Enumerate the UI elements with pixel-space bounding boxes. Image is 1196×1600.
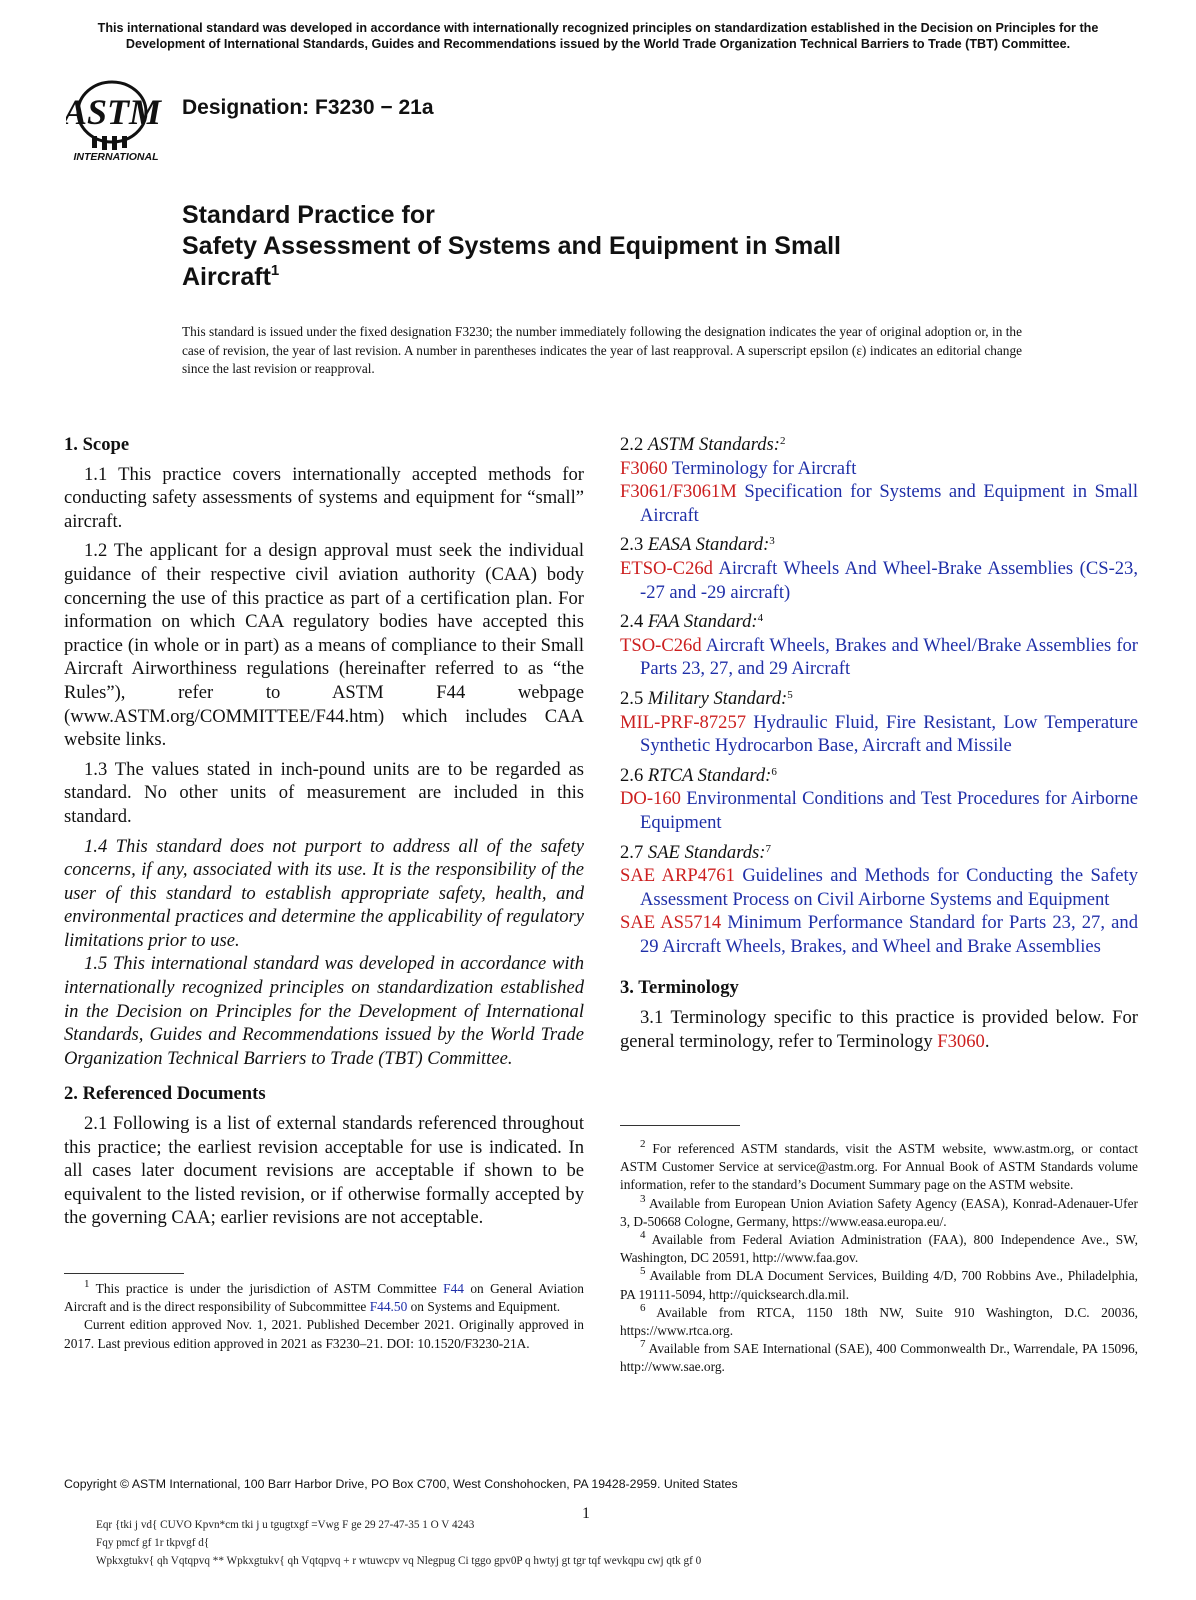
reference-code-link[interactable]: MIL-PRF-87257 [620, 711, 747, 733]
section-1-heading: 1. Scope [64, 434, 130, 455]
ref-group-heading: 2.5 Military Standard:$^5$ [620, 687, 793, 709]
reference-code-link[interactable]: DO-160 [620, 788, 681, 810]
reference-item [620, 711, 1138, 758]
astm-logo [66, 78, 166, 168]
footnote-5: $^5$ Available from DLA Document Services, Building 4/D, 700 Robbins Ave., Philadelphia, PA 19111-5094, http://quicksearch.dla.mil. [620, 1265, 1138, 1302]
reference-title-link[interactable]: Aircraft Wheels, Brakes and Wheel/Brake Assemblies for Parts 23, 27, and 29 Aircraft [640, 634, 1138, 680]
license-stamp [96, 1516, 701, 1570]
reference-code-link[interactable]: SAE ARP4761 [620, 865, 735, 887]
stamp-line-2: Fqy pmcf gf 1r tkpvgf d{ [96, 1537, 210, 1549]
ref-group-heading: 2.7 SAE Standards:$^7$ [620, 841, 771, 863]
title-line-3: Aircraft$^1$ [182, 262, 280, 291]
section-2-heading: 2. Referenced Documents [64, 1083, 266, 1105]
wto-notice: This international standard was developed in accordance with internationally recognized principles on standardization established in the Decision on Principles for the Development of International Standards, Guides and Recommendations issued by the World Trade Organization Technical Barriers to Trade (TBT) Committee. [97, 21, 1099, 51]
reference-title-link[interactable]: Terminology for Aircraft [671, 457, 857, 479]
para-3-1: 3.1 Terminology specific to this practice is provided below. For general terminology, refer to Terminology F3060. [620, 1007, 1138, 1052]
para-1-5: 1.5 This international standard was developed in accordance with internationally recognized principles on standardization established in the Decision on Principles for the Development of International Standards, Guides and Recommendations issued by the World Trade Organization Technical Barriers to Trade (TBT) Committee. [64, 953, 584, 1069]
ref-group-heading: 2.2 ASTM Standards:$^2$ [620, 434, 786, 455]
committee-link[interactable]: F44 [443, 1281, 464, 1296]
reference-item [620, 557, 1138, 604]
para-1-1: 1.1 This practice covers internationally accepted methods for conducting safety assessments of systems and equipment for “small” aircraft. [64, 463, 584, 532]
reference-item [620, 787, 1138, 834]
title-line-2: Safety Assessment of Systems and Equipment in Small [182, 232, 841, 260]
reference-title-link[interactable]: Aircraft Wheels And Wheel-Brake Assemblies (CS-23, -27 and -29 aircraft) [640, 557, 1138, 603]
subcommittee-link[interactable]: F44.50 [369, 1299, 408, 1315]
footnote-rule [620, 1125, 740, 1126]
section-3-heading: 3. Terminology [620, 977, 739, 999]
reference-item [620, 634, 1138, 681]
copyright-line: Copyright © ASTM International, 100 Barr Harbor Drive, PO Box C700, West Conshohocken, PA 19428-2959. United States [64, 1477, 738, 1491]
edition-note: Current edition approved Nov. 1, 2021. Published December 2021. Originally approved in 2017. Last previous edition approved in 2021 as F3230–21. DOI: 10.1520/F3230-21A. [64, 1317, 584, 1351]
reference-title-link[interactable]: Specification for Systems and Equipment in Small Aircraft [640, 481, 1139, 526]
reference-code-link[interactable]: F3061/F3061M [620, 481, 737, 503]
stamp-line-3: Wpkxgtukv{ qh Vqtqpvq ** Wpkxgtukv{ qh Vqtqpvq + r wtuwcpv vq Nlegpug Ci tggo gpv0P q hwtyj gt tgr tqf wevkqpu cwj qtk gf 0 [96, 1555, 702, 1567]
footnote-rule [64, 1273, 184, 1274]
terminology-link[interactable]: F3060 [937, 1030, 985, 1052]
ref-group-heading: 2.3 EASA Standard:$^3$ [620, 534, 775, 556]
footnote-3: $^3$ Available from European Union Aviation Safety Agency (EASA), Konrad-Adenauer-Ufer 3, D-50668 Cologne, Germany, https://www.easa.europa.eu/. [620, 1192, 1138, 1229]
reference-code-link[interactable]: TSO-C26d [620, 634, 702, 656]
issue-note: This standard is issued under the fixed designation F3230; the number immediately following the designation indicates the year of original adoption or, in the case of revision, the year of last revision. A number in parentheses indicates the year of last reapproval. A superscript epsilon (ε) indicates an editorial change since the last revision or reapproval. [182, 324, 1022, 377]
referenced-documents-list [620, 433, 1138, 958]
para-1-4: 1.4 This standard does not purport to address all of the safety concerns, if any, associated with its use. It is the responsibility of the user of this standard to establish appropriate safety, health, and environmental practices and determine the applicability of regulatory limitations prior to use. [64, 835, 584, 951]
para-1-3: 1.3 The values stated in inch-pound units are to be regarded as standard. No other units of measurement are included in this standard. [64, 758, 584, 827]
reference-code-link[interactable]: F3060 [620, 457, 668, 479]
reference-item [620, 864, 1138, 911]
reference-title-link[interactable]: Hydraulic Fluid, Fire Resistant, Low Temperature Synthetic Hydrocarbon Base, Aircraft and Missile [640, 711, 1138, 757]
footnote-6: $^6$ Available from RTCA, 1150 18th NW, Suite 910 Washington, D.C. 20036, https://www.rtca.org. [620, 1301, 1138, 1339]
reference-item [620, 911, 1138, 958]
para-1-2: 1.2 The applicant for a design approval must seek the individual guidance of their respective civil aviation authority (CAA) body concerning the use of this practice as part of a certification plan. For information on which CAA regulatory bodies have accepted this practice (in whole or in part) as a means of compliance to their Small Aircraft Airworthiness regulations (hereinafter referred to as “the Rules”), refer to ASTM F44 webpage (www.ASTM.org/COMMITTEE/F44.htm) which includes CAA website links. [64, 540, 584, 751]
reference-code-link[interactable]: ETSO-C26d [620, 557, 713, 579]
ref-group-heading: 2.4 FAA Standard:$^4$ [620, 611, 764, 633]
footnote-7: $^7$ Available from SAE International (SAE), 400 Commonwealth Dr., Warrendale, PA 15096, http://www.sae.org. [620, 1338, 1138, 1375]
right-column [620, 433, 1138, 1053]
stamp-line-1: Eqr {tki j vd{ CUVO Kpvn*cm tki j u tgugtxgf =Vwg F ge 29 27-47-35 1 O V 4243 [96, 1519, 475, 1531]
reference-code-link[interactable]: SAE AS5714 [620, 912, 722, 934]
reference-item [620, 457, 1138, 481]
standard-title [182, 200, 982, 293]
left-footnotes [64, 1273, 584, 1353]
footnote-list [620, 1140, 1138, 1377]
title-line-1: Standard Practice for [182, 201, 435, 229]
page-number: 1 [582, 1505, 590, 1522]
svg-text:INTERNATIONAL: INTERNATIONAL [73, 151, 159, 163]
footnote-1: $^1$ This practice is under the jurisdiction of ASTM Committee F44 on General Aviation Aircraft and is the direct responsibility of Subcommittee F44.50 on Systems and Equipment. [64, 1278, 584, 1315]
reference-title-link[interactable]: Minimum Performance Standard for Parts 23, 27, and 29 Aircraft Wheels, Brakes, and Wheel and Brake Assemblies [640, 912, 1138, 957]
right-footnotes [620, 1125, 1138, 1377]
reference-item [620, 480, 1138, 527]
footnote-4: $^4$ Available from Federal Aviation Administration (FAA), 800 Independence Ave., SW, Washington, DC 20591, http://www.faa.gov. [620, 1229, 1138, 1266]
svg-text:ASTM: ASTM [66, 92, 162, 132]
designation: Designation: F3230 − 21a [182, 96, 434, 119]
para-2-1: 2.1 Following is a list of external standards referenced throughout this practice; the earliest revision acceptable for use is indicated. In all cases later document revisions are acceptable if shown to be equivalent to the listed revision, or if otherwise formally accepted by the governing CAA; earlier revisions are not acceptable. [64, 1113, 584, 1229]
reference-title-link[interactable]: Guidelines and Methods for Conducting the Safety Assessment Process on Civil Airborne Systems and Equipment [640, 865, 1138, 910]
left-column [64, 433, 584, 1230]
reference-title-link[interactable]: Environmental Conditions and Test Procedures for Airborne Equipment [640, 788, 1139, 833]
ref-group-heading: 2.6 RTCA Standard:$^6$ [620, 764, 777, 786]
footnote-2: $^2$ For referenced ASTM standards, visit the ASTM website, www.astm.org, or contact ASTM Customer Service at service@astm.org. For Annual Book of ASTM Standards volume information, refer to the standard’s Document Summary page on the ASTM website. [620, 1138, 1138, 1193]
